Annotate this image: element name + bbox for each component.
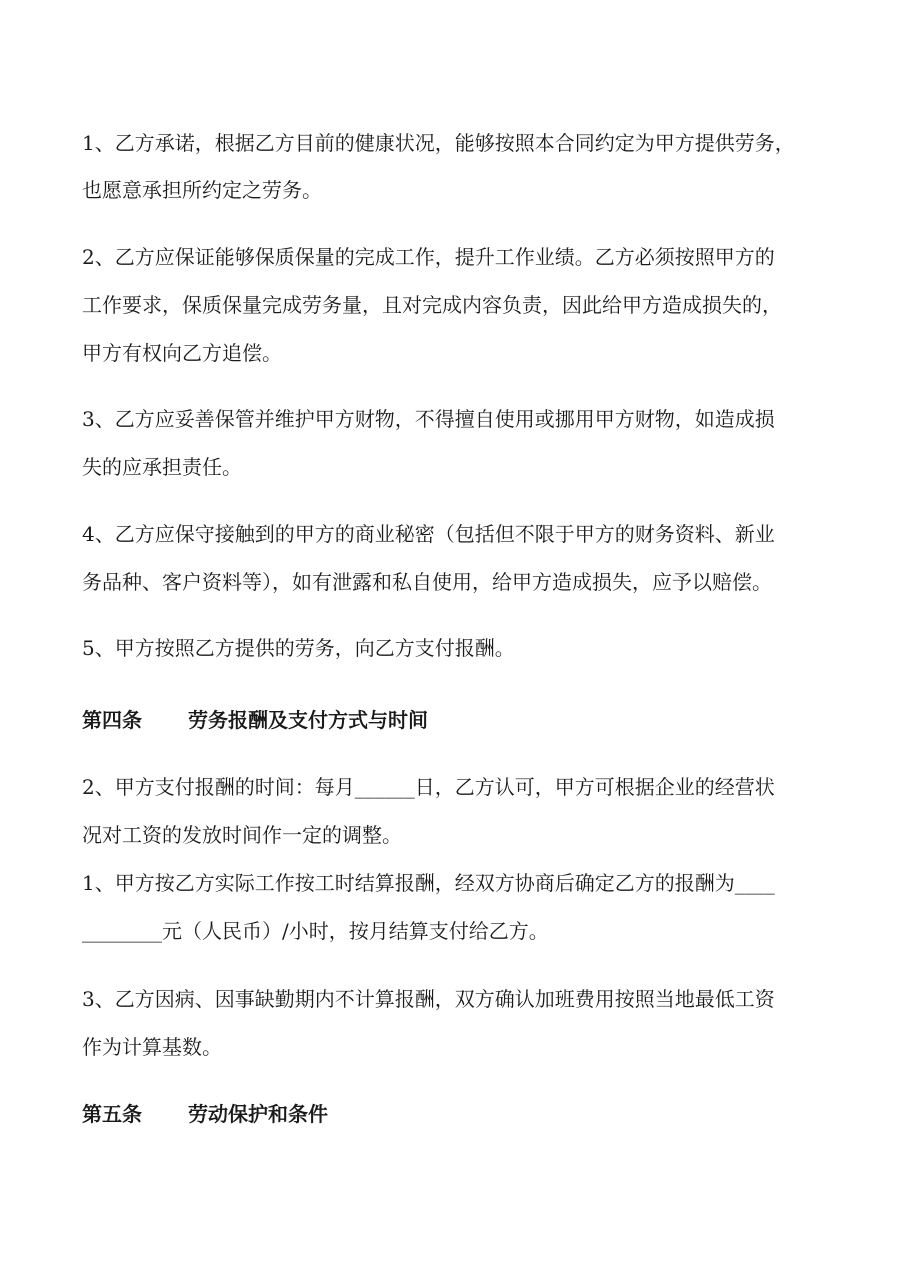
clause-2-line-2: 工作要求，保质保量完成劳务量，且对完成内容负责，因此给甲方造成损失的，	[82, 293, 782, 317]
clause-4-line-2: 务品种、客户资料等），如有泄露和私自使用，给甲方造成损失，应予以赔偿。	[82, 570, 772, 594]
clause-3-line-2: 失的应承担责任。	[82, 455, 242, 479]
clause-4-line-1: 4、乙方应保守接触到的甲方的商业秘密（包括但不限于甲方的财务资料、新业	[82, 522, 775, 546]
clause-3-line-1: 3、乙方应妥善保管并维护甲方财物，不得擅自使用或挪用甲方财物，如造成损	[82, 407, 775, 431]
art4-clause-2-line-1: 2、甲方支付报酬的时间：每月______日，乙方认可，甲方可根据企业的经营状	[82, 775, 775, 799]
clause-1-line-2: 也愿意承担所约定之劳务。	[82, 178, 322, 202]
art4-clause-3-line-1: 3、乙方因病、因事缺勤期内不计算报酬，双方确认加班费用按照当地最低工资	[82, 987, 775, 1011]
art4-clause-2-line-2: 况对工资的发放时间作一定的调整。	[82, 823, 402, 847]
clause-1-line-1: 1、乙方承诺，根据乙方目前的健康状况，能够按照本合同约定为甲方提供劳务，	[82, 131, 795, 155]
art4-clause-1-line-2: ________元（人民币）/小时，按月结算支付给乙方。	[82, 919, 549, 943]
article-5-number: 第五条	[82, 1102, 142, 1126]
clause-5-line-1: 5、甲方按照乙方提供的劳务，向乙方支付报酬。	[82, 636, 515, 660]
clause-2-line-1: 2、乙方应保证能够保质保量的完成工作，提升工作业绩。乙方必须按照甲方的	[82, 245, 775, 269]
article-5-title: 劳动保护和条件	[188, 1102, 328, 1126]
article-4-number: 第四条	[82, 708, 142, 732]
article-4-heading	[82, 706, 428, 734]
art4-clause-3-line-2: 作为计算基数。	[82, 1035, 222, 1059]
article-5-heading	[82, 1100, 328, 1128]
clause-2-line-3: 甲方有权向乙方追偿。	[82, 341, 282, 365]
article-4-title: 劳务报酬及支付方式与时间	[188, 708, 428, 732]
art4-clause-1-line-1: 1、甲方按乙方实际工作按工时结算报酬，经双方协商后确定乙方的报酬为____	[82, 871, 775, 895]
